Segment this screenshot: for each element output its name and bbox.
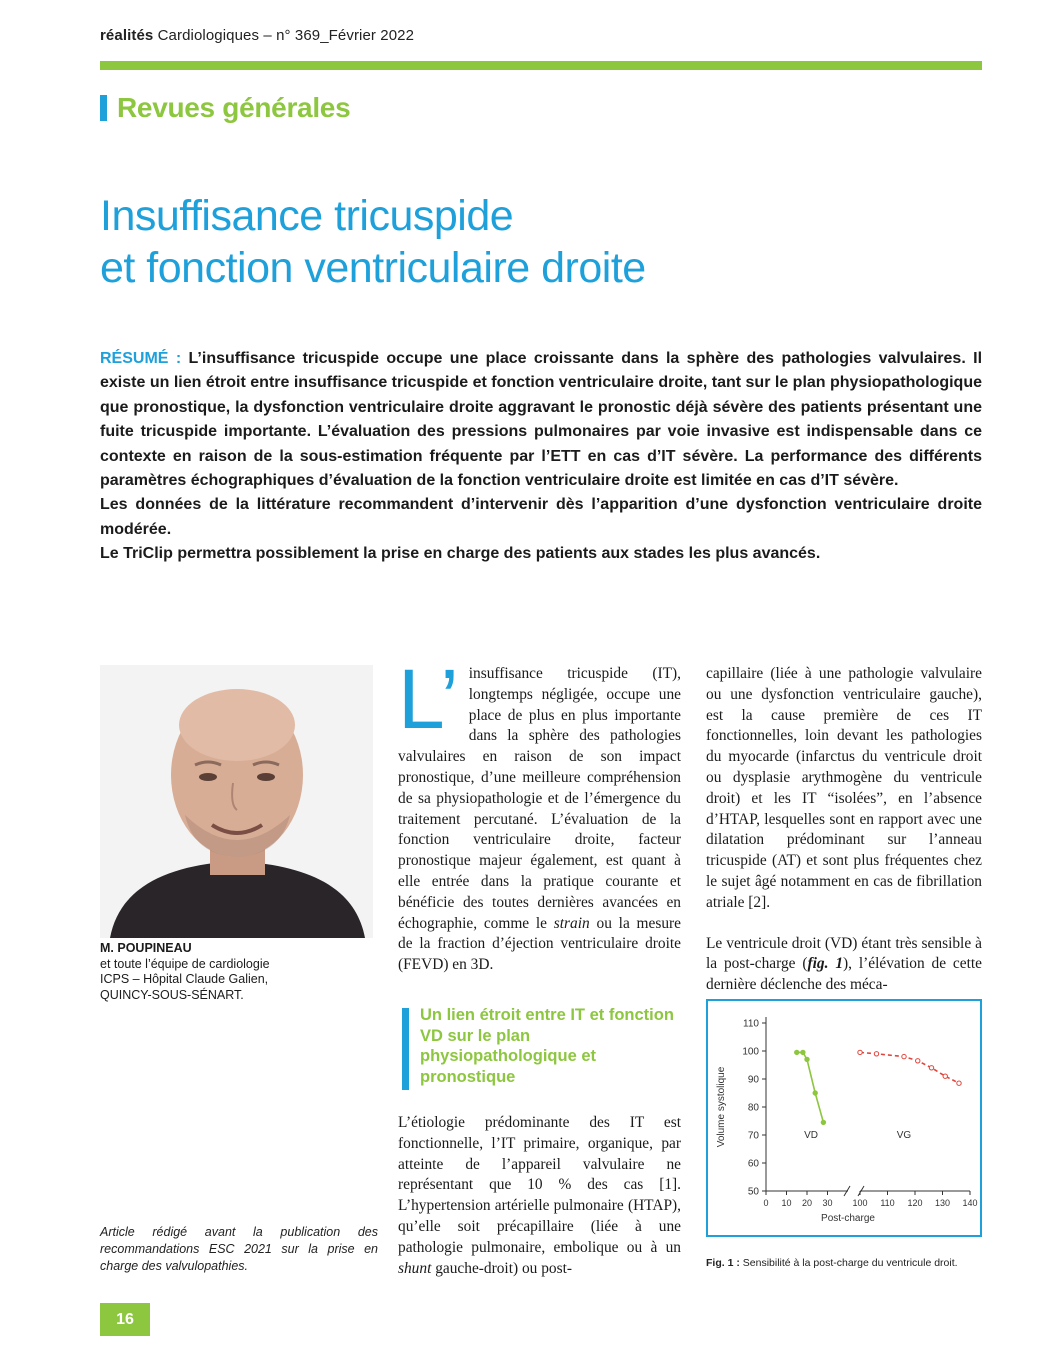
body-paragraph-4: Le ventricule droit (VD) étant très sensible à la post-charge ( xyxy=(706,934,982,973)
data-point-vd xyxy=(813,1091,817,1095)
abstract-paragraph-3: Le TriClip permettra possiblement la prise en charge des patients aux stades les plus avancés. xyxy=(100,545,821,563)
figure-caption-text: Sensibilité à la post-charge du ventricule droit. xyxy=(739,1257,958,1269)
data-point-vd xyxy=(821,1120,825,1124)
figure-caption-label: Fig. 1 : xyxy=(706,1257,740,1269)
x-tick-label: 20 xyxy=(801,1198,813,1208)
figure-caption xyxy=(706,1257,986,1269)
abstract-paragraph-1: L’insuffisance tricuspide occupe une place croissante dans la sphère des pathologies valvulaires. Il existe un lien étroit entre insuffisance tricuspide et fonction ventriculaire droite, tant sur le plan physiopathologique que pronostique, la dysfonction ventriculaire droite aggravant le pronostic déjà sévère des patients présentant une fuite tricuspide importante. L’évaluation des pressions pulmonaires par voie invasive est indispensable dans ce contexte en raison de la sous-estimation fréquente par l’ETT en cas d’IT sévère. La performance des différents paramètres échographiques d’évaluation de la fonction ventriculaire droite est limitée en cas d’IT sévère. xyxy=(100,350,983,490)
subheading-bar xyxy=(402,1008,409,1090)
author-block xyxy=(100,941,375,1003)
series-label-vg: VG xyxy=(896,1129,912,1141)
series-label-vd: VD xyxy=(804,1129,819,1141)
body-paragraph-3: capillaire (liée à une pathologie valvulaire ou une dysfonction ventriculaire gauche), est la cause première de ces IT fonctionnelles, loin devant les pathologies du myocarde (infarctus du ventricule droit ou dysplasie arythmogène du ventricule droit) et les IT “isolées”, en l’absence d’HTAP, lesquelles sont en rapport avec une dilatation prédominant sur l’anneau tricuspide (AT) et sont plus fréquentes chez le sujet âgé notamment en cas de fibrillation atriale [2]. xyxy=(706,665,982,911)
data-point-vg xyxy=(957,1081,961,1085)
subheading-text: Un lien étroit entre IT et fonction VD sur le plan physiopathologique et pronostique xyxy=(420,1006,674,1086)
author-affiliation-1: et toute l’équipe de cardiologie xyxy=(100,956,270,971)
figure-1-box xyxy=(706,999,982,1237)
author-affiliation-3: QUINCY-SOUS-SÉNART. xyxy=(100,987,244,1002)
x-tick-label: 130 xyxy=(934,1198,951,1208)
data-point-vg xyxy=(929,1066,933,1070)
x-tick-label: 140 xyxy=(962,1198,978,1208)
term-strain: strain xyxy=(553,914,590,932)
running-header xyxy=(100,27,414,44)
data-point-vd xyxy=(805,1057,809,1061)
body-column-2-lower xyxy=(398,1113,681,1279)
figure-reference: fig. 1 xyxy=(807,955,844,973)
term-shunt: shunt xyxy=(398,1259,432,1277)
editorial-note: Article rédigé avant la publication des recommandations ESC 2021 sur la prise en charge des valvulopathies. xyxy=(100,1225,378,1273)
section-bar xyxy=(100,95,107,121)
subheading xyxy=(402,1005,682,1091)
data-point-vd xyxy=(795,1050,799,1054)
x-tick-label: 30 xyxy=(822,1198,833,1208)
body-column-2 xyxy=(398,652,681,976)
page-number: 16 xyxy=(100,1303,150,1336)
x-tick-label: 100 xyxy=(852,1198,868,1208)
x-tick-label: 0 xyxy=(763,1198,769,1208)
section-label: Revues générales xyxy=(117,92,351,123)
body-paragraph-2: L’étiologie prédominante des IT est fonctionnelle, l’IT primaire, organique, par atteinte de l’appareil valvulaire ne représentant que 10 % des cas [1]. L’hypertension artérielle pulmonaire (HTAP), qu’elle soit précapillaire (liée à une pathologie pulmonaire, embolique ou à un xyxy=(398,1114,681,1256)
author-name: M. POUPINEAU xyxy=(100,941,192,955)
body-paragraph-2-end: gauche-droit) ou post- xyxy=(431,1259,572,1277)
header-rule xyxy=(100,61,982,70)
abstract-label: RÉSUMÉ : xyxy=(100,350,182,367)
figure-1-chart xyxy=(708,1001,980,1235)
data-point-vd xyxy=(801,1050,805,1054)
title-line-2: et fonction ventriculaire droite xyxy=(100,244,646,292)
y-tick-label: 60 xyxy=(747,1158,759,1170)
data-point-vg xyxy=(943,1074,947,1078)
data-point-vg xyxy=(874,1052,878,1056)
body-paragraph-1: insuffisance tricuspide (IT), longtemps négligée, occupe une place de plus en plus importante dans la sphère des pathologies valvulaires en raison de son impact pronostique, d’une meilleure compréhension de sa physiopathologie et de l’émergence du traitement percutané. L’évaluation de la fonction ventriculaire droite, facteur pronostique majeur également, est quant à elle entrée dans la pratique courante et bénéficie des toutes dernières avancées en échographie, comme le xyxy=(398,665,681,932)
y-tick-label: 50 xyxy=(747,1186,759,1198)
body-column-3 xyxy=(706,664,982,996)
title-line-1: Insuffisance tricuspide xyxy=(100,192,514,240)
body-paragraph-4-end: ), l’élévation de cette dernière déclenche des méca- xyxy=(706,955,982,994)
section-tag xyxy=(100,92,350,124)
y-tick-label: 110 xyxy=(743,1018,759,1030)
data-point-vg xyxy=(858,1050,862,1054)
y-tick-label: 90 xyxy=(747,1074,759,1086)
x-axis-title: Post-charge xyxy=(821,1213,875,1224)
journal-brand: réalités xyxy=(100,27,154,44)
series-line-vd xyxy=(797,1052,824,1122)
y-tick-label: 80 xyxy=(747,1102,759,1114)
x-tick-label: 10 xyxy=(781,1198,792,1208)
y-axis-title: Volume systolique xyxy=(716,1066,727,1148)
author-photo xyxy=(100,665,373,938)
body-paragraph-1-end: ou la mesure de la fraction d’éjection ventriculaire droite (FEVD) en 3D. xyxy=(398,914,681,974)
x-tick-label: 110 xyxy=(880,1198,895,1208)
data-point-vg xyxy=(916,1059,920,1063)
y-tick-label: 100 xyxy=(742,1046,759,1058)
abstract-paragraph-2: Les données de la littérature recommandent d’intervenir dès l’apparition d’une dysfonction ventriculaire droite modérée. xyxy=(100,496,982,538)
author-affiliation-2: ICPS – Hôpital Claude Galien, xyxy=(100,972,269,986)
data-point-vg xyxy=(902,1054,906,1058)
drop-cap: L’ xyxy=(398,652,459,746)
x-tick-label: 120 xyxy=(907,1198,923,1208)
y-tick-label: 70 xyxy=(747,1130,759,1142)
journal-issue: Cardiologiques – n° 369_Février 2022 xyxy=(157,27,415,44)
abstract xyxy=(100,347,982,567)
article-title xyxy=(100,190,960,294)
